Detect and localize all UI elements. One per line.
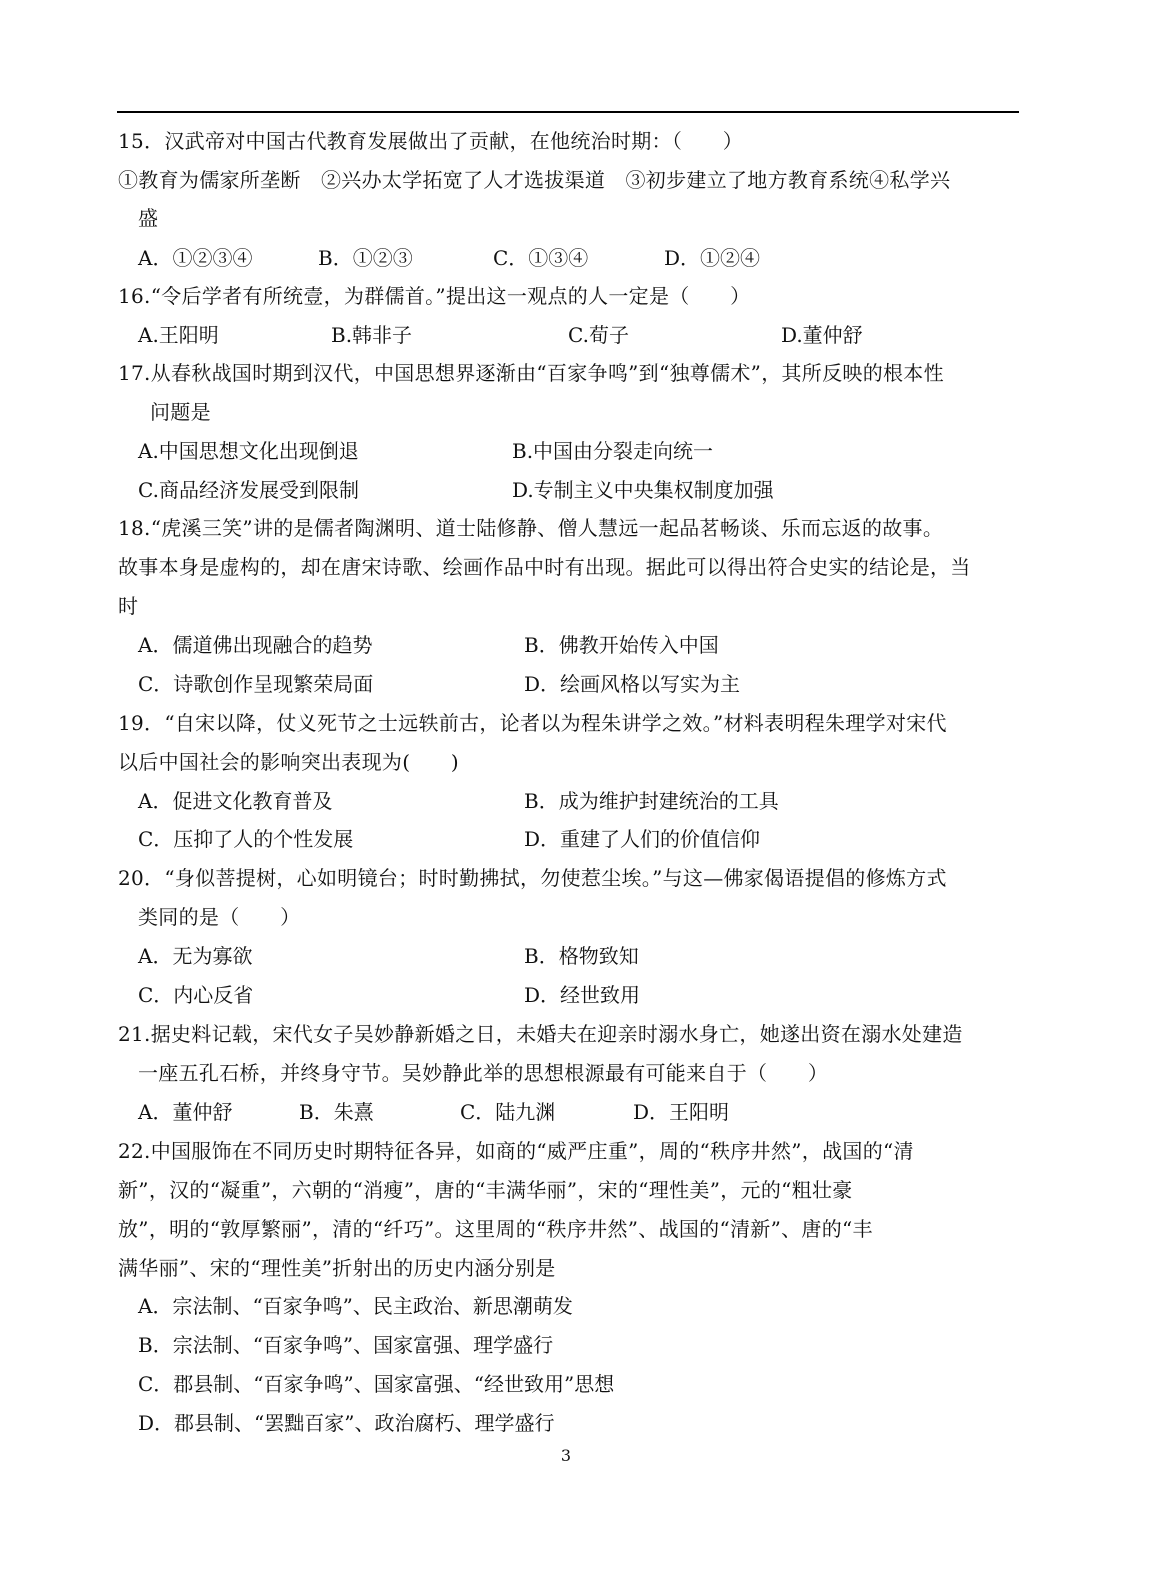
q17-option-c[interactable]: C.商品经济发展受到限制 (138, 478, 359, 502)
q15-option-a[interactable]: A．①②③④ (138, 246, 253, 270)
q19-stem-cont: 以后中国社会的影响突出表现为( ) (118, 750, 460, 774)
q15-items: ①教育为儒家所垄断 ②兴办太学拓宽了人才选拔渠道 ③初步建立了地方教育系统④私学兴 (118, 168, 951, 192)
q22-option-c[interactable]: C．郡县制、“百家争鸣”、国家富强、“经世致用”思想 (138, 1372, 615, 1396)
q20-option-a[interactable]: A．无为寡欲 (138, 944, 253, 968)
q20-option-d[interactable]: D．经世致用 (524, 983, 641, 1007)
q16-stem: 16.“令后学者有所统壹，为群儒首。”提出这一观点的人一定是（ ） (118, 284, 751, 308)
q18-stem: 18.“虎溪三笑”讲的是儒者陶渊明、道士陆修静、僧人慧远一起品茗畅谈、乐而忘返的故事。 (118, 516, 944, 540)
q22-option-a[interactable]: A．宗法制、“百家争鸣”、民主政治、新思潮萌发 (138, 1294, 573, 1318)
q21-option-b[interactable]: B．朱熹 (299, 1100, 374, 1124)
q21-stem-cont: 一座五孔石桥，并终身守节。吴妙静此举的思想根源最有可能来自于（ ） (138, 1061, 829, 1085)
q18-stem-cont: 故事本身是虚构的，却在唐宋诗歌、绘画作品中时有出现。据此可以得出符合史实的结论是，当 (118, 555, 971, 579)
q19-option-a[interactable]: A．促进文化教育普及 (138, 789, 333, 813)
header-rule (117, 111, 1019, 113)
q22-stem-cont3: 满华丽”、宋的“理性美”折射出的历史内涵分别是 (118, 1256, 556, 1280)
q21-stem: 21.据史料记载，宋代女子吴妙静新婚之日，未婚夫在迎亲时溺水身亡，她遂出资在溺水处建造 (118, 1022, 963, 1046)
q18-option-c[interactable]: C．诗歌创作呈现繁荣局面 (138, 672, 374, 696)
q19-stem: 19．“自宋以降，仗义死节之士远轶前古，论者以为程朱讲学之效。”材料表明程朱理学对宋代 (118, 711, 947, 735)
q21-option-a[interactable]: A．董仲舒 (138, 1100, 233, 1124)
q16-option-a[interactable]: A.王阳明 (138, 323, 219, 347)
q15-stem: 15．汉武帝对中国古代教育发展做出了贡献，在他统治时期：（ ） (118, 129, 744, 153)
page-number: 3 (560, 1446, 572, 1465)
q22-option-d[interactable]: D．郡县制、“罢黜百家”、政治腐朽、理学盛行 (138, 1411, 555, 1435)
q16-option-b[interactable]: B.韩非子 (331, 323, 413, 347)
q18-option-d[interactable]: D．绘画风格以写实为主 (524, 672, 741, 696)
q20-stem-cont: 类同的是（ ） (138, 905, 301, 929)
q15-option-d[interactable]: D．①②④ (664, 246, 761, 270)
q16-option-d[interactable]: D.董仲舒 (781, 323, 863, 347)
q16-option-c[interactable]: C.荀子 (568, 323, 629, 347)
q22-stem: 22.中国服饰在不同历史时期特征各异，如商的“威严庄重”，周的“秩序井然”，战国的“清 (118, 1139, 914, 1163)
q21-option-d[interactable]: D．王阳明 (633, 1100, 730, 1124)
q17-stem: 17.从春秋战国时期到汉代，中国思想界逐渐由“百家争鸣”到“独尊儒术”，其所反映的根本性 (118, 361, 944, 385)
q18-option-a[interactable]: A．儒道佛出现融合的趋势 (138, 633, 373, 657)
q17-option-d[interactable]: D.专制主义中央集权制度加强 (512, 478, 774, 502)
q18-stem-cont2: 时 (118, 594, 139, 618)
q21-option-c[interactable]: C．陆九渊 (460, 1100, 556, 1124)
q18-option-b[interactable]: B．佛教开始传入中国 (524, 633, 719, 657)
q15-option-c[interactable]: C．①③④ (493, 246, 589, 270)
q15-items-cont: 盛 (138, 206, 159, 230)
q22-stem-cont: 新”，汉的“凝重”，六朝的“消瘦”，唐的“丰满华丽”，宋的“理性美”，元的“粗壮豪 (118, 1178, 853, 1202)
q20-option-b[interactable]: B．格物致知 (524, 944, 639, 968)
q15-option-b[interactable]: B．①②③ (318, 246, 413, 270)
q22-stem-cont2: 放”，明的“敦厚繁丽”，清的“纤巧”。这里周的“秩序井然”、战国的“清新”、唐的“丰 (118, 1217, 873, 1241)
q22-option-b[interactable]: B．宗法制、“百家争鸣”、国家富强、理学盛行 (138, 1333, 554, 1357)
q17-stem-cont: 问题是 (150, 400, 211, 424)
q20-stem: 20．“身似菩提树，心如明镜台；时时勤拂拭，勿使惹尘埃。”与这—佛家偈语提倡的修炼方式 (118, 866, 947, 890)
q17-option-b[interactable]: B.中国由分裂走向统一 (512, 439, 714, 463)
q19-option-d[interactable]: D．重建了人们的价值信仰 (524, 827, 761, 851)
q17-option-a[interactable]: A.中国思想文化出现倒退 (138, 439, 359, 463)
q19-option-c[interactable]: C．压抑了人的个性发展 (138, 827, 354, 851)
q20-option-c[interactable]: C．内心反省 (138, 983, 254, 1007)
q19-option-b[interactable]: B．成为维护封建统治的工具 (524, 789, 779, 813)
